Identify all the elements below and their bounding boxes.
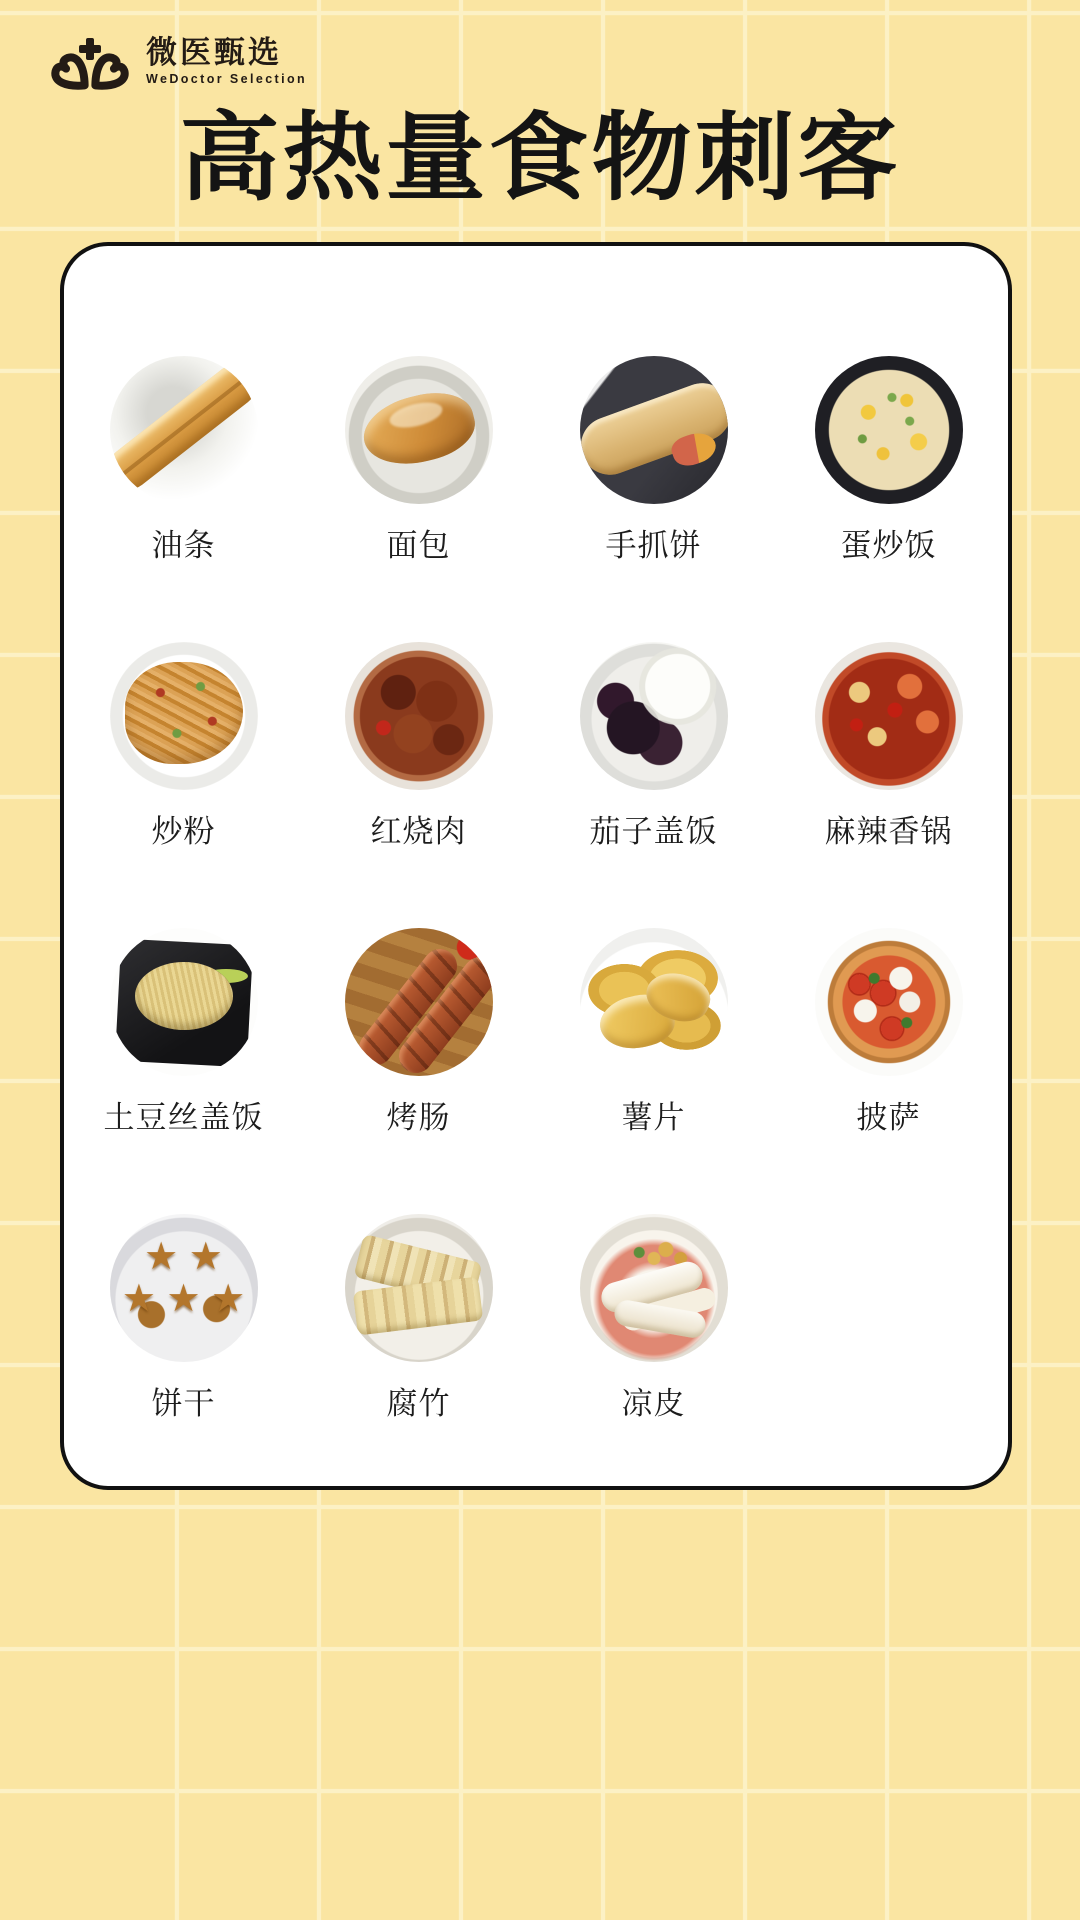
cold-noodles-photo xyxy=(580,1214,728,1362)
pancake-wrap-photo xyxy=(580,356,728,504)
food-item-malaxiangguo xyxy=(771,642,1006,849)
food-item-danchaofan xyxy=(771,356,1006,563)
food-item-mianbao xyxy=(301,356,536,563)
food-item-chaofen xyxy=(66,642,301,849)
egg-fried-rice-photo xyxy=(815,356,963,504)
food-grid-card xyxy=(60,242,1012,1490)
spicy-hot-pot-photo xyxy=(815,642,963,790)
fried-noodles-photo xyxy=(110,642,258,790)
food-item-liangpi xyxy=(536,1214,771,1421)
food-item-fuzhu xyxy=(301,1214,536,1421)
pizza-photo xyxy=(815,928,963,1076)
shredded-potato-rice-photo xyxy=(110,928,258,1076)
food-label: 薯片 xyxy=(621,1100,686,1135)
food-label: 手抓饼 xyxy=(605,528,702,563)
food-label: 油条 xyxy=(151,528,216,563)
potato-chips-photo xyxy=(580,928,728,1076)
food-label: 土豆丝盖饭 xyxy=(103,1100,264,1135)
brand-header xyxy=(46,36,307,100)
food-label: 茄子盖饭 xyxy=(589,814,718,849)
food-label: 披萨 xyxy=(856,1100,921,1135)
food-item-shouzhuabing xyxy=(536,356,771,563)
food-label: 腐竹 xyxy=(386,1386,451,1421)
food-item-pisa xyxy=(771,928,1006,1135)
food-label: 凉皮 xyxy=(621,1386,686,1421)
grilled-sausage-photo xyxy=(345,928,493,1076)
braised-pork-photo xyxy=(345,642,493,790)
food-item-kaochang xyxy=(301,928,536,1135)
page-title: 高热量食物刺客 xyxy=(179,105,901,212)
food-label: 饼干 xyxy=(151,1386,216,1421)
cookies-photo xyxy=(110,1214,258,1362)
food-item-binggan xyxy=(66,1214,301,1421)
food-item-qiezigaifan xyxy=(536,642,771,849)
food-label: 麻辣香锅 xyxy=(824,814,953,849)
dried-tofu-sticks-photo xyxy=(345,1214,493,1362)
wedoctor-hearts-infinity-logo-icon xyxy=(46,36,134,100)
brand-name-english: WeDoctor Selection xyxy=(146,72,308,86)
croissant-photo xyxy=(345,356,493,504)
food-item-tudousigaifan xyxy=(66,928,301,1135)
food-label: 烤肠 xyxy=(386,1100,451,1135)
food-label: 炒粉 xyxy=(151,814,216,849)
food-label: 面包 xyxy=(386,528,451,563)
food-label: 红烧肉 xyxy=(370,814,467,849)
brand-name-chinese: 微医甄选 xyxy=(146,35,282,70)
food-item-youtiao xyxy=(66,356,301,563)
food-label: 蛋炒饭 xyxy=(840,528,937,563)
fried-dough-stick-photo xyxy=(110,356,258,504)
food-item-shupian xyxy=(536,928,771,1135)
food-item-hongshaorou xyxy=(301,642,536,849)
eggplant-rice-photo xyxy=(580,642,728,790)
